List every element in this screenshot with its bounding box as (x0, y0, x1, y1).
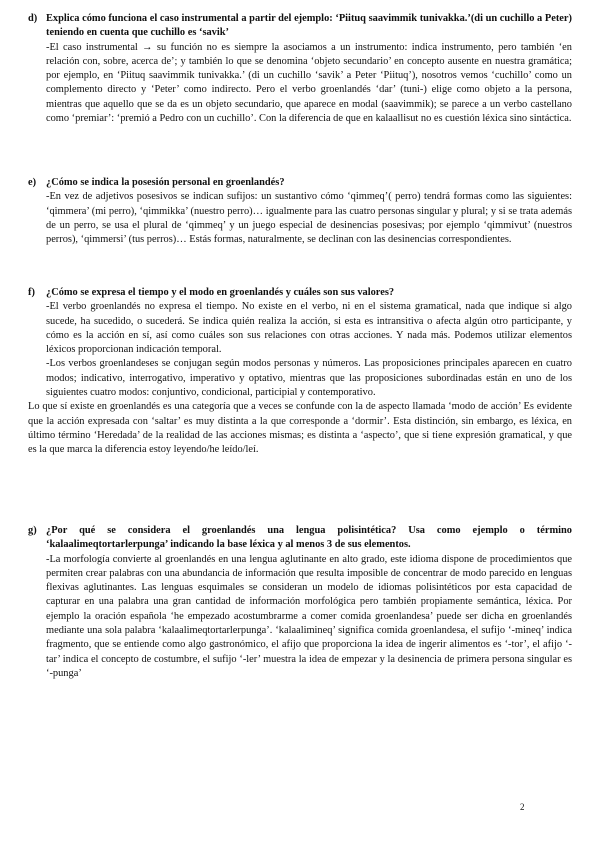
question-label: e) (28, 177, 37, 188)
question-text: ¿Cómo se indica la posesión personal en groenlandés? (46, 177, 285, 188)
answer-paragraph: -El verbo groenlandés no expresa el tiempo. No existe en el verbo, ni en el sistema gramatical, nada que indique si algo sucede, ha sucedido, o sucederá. Se indica quién realiza la acción, si esta es intransitiva o afecta algún otro participante, y cómo es la acción en sí, así como cuáles son sus relaciones con otras acciones. Y nada más. Podemos utilizar elementos léxicos proporcionan indicación temporal. (46, 301, 572, 356)
answer-paragraph: -La morfología convierte al groenlandés en una lengua aglutinante en alto grado, este idioma dispone de procedimientos que permiten crear palabras con una abundancia de información que resulta imposible de concentrar de modo parecido en lenguas flexivas aglutinantes. Las lenguas esquimales se consideran un modelo de idiomas polisintéticos por esta capacidad de capturar en una palabra una gran cantidad de información morfológica pero también propiamente semántica, léxica. Por ejemplo la oración española ‘he empezado acostumbrarme a comer comida groenlandesa’ puede ser dicha en groenlandés mediante una sola palabra ‘kalaalimeqtortarlerpunga’. ‘kalaalimineq’ significa comida groenlandesa, el sufijo ‘-mineq’ indica fragmento, que se entiende como algo gastronómico, el afijo que proporciona la idea de ingerir alimentos es ‘-tor’, el afijo ‘-tar’ indica el concepto de costumbre, el sufijo ‘-ler’ muestra la idea de empezar y la desinencia de primera persona singular es ‘-punga’ (46, 553, 572, 679)
question-label: f) (28, 287, 35, 298)
page-number: 2 (520, 802, 525, 812)
question-text: Explica cómo funciona el caso instrumental a partir del ejemplo: ‘Piituq saavimmik tunivakka.’(di un cuchillo a Peter) teniendo en cuenta que cuchillo es ‘savik’ (46, 13, 572, 39)
question-g (28, 524, 572, 553)
question-e (28, 176, 572, 190)
section-e (28, 176, 572, 247)
question-text: ¿Cómo se expresa el tiempo y el modo en groenlandés y cuáles son sus valores? (46, 287, 395, 298)
answer-paragraph: -El caso instrumental → su función no es siempre la asociamos a un instrumento: indica instrumento, pero también ‘en relación con, sobre, acerca de’; y también lo que se denomina ‘objeto secundario’ en concepto ausente en nuestra gramática; por ejemplo, en ‘Piituq saavimmik tunivakka.’ (di un cuchillo ‘savik’ a Peter ‘Piituq’), nosotros vemos ‘cuchillo’ como un complemento directo y ‘Peter’ como indirecto. Pero el verbo groenlandés ‘dar’ (tuni-) elige como objeto a la persona, mientras que aquello que se da es un objeto secundario, que aparece en modal (saavimmik); se parece a un verbo castellano como ‘premiar’: ‘premió a Pedro con un cuchillo’. Con la diferencia de que en kalaallisut no es cuestión léxica sino sintáctica. (46, 41, 572, 125)
question-label: d) (28, 13, 38, 24)
section-g (28, 524, 572, 681)
answer-paragraph: -Los verbos groenlandeses se conjugan según modos personas y números. Las proposiciones principales aparecen en cuatro modos; indicativo, interrogativo, imperativo y optativo, mientras que las proposiciones subordinadas están en uno de los siguientes cuatro modos: conjuntivo, condicional, participial y contemporativo. (46, 358, 572, 399)
section-d (28, 12, 572, 126)
answer-paragraph: Lo que sí existe en groenlandés es una categoría que a veces se confunde con la de aspecto llamada ‘modo de acción’ Es evidente que la acción expresada con ‘saltar’ es muy distinta a la que corresponde a ‘dormir’. Esta distinción, sin embargo, es léxica, en último término ‘Heredada’ de la realidad de las acciones mismas; es distinta a ‘aspecto’, que si tiene expresión gramatical, y que es la que marca la diferencia estoy leyendo/he leído/leí. (28, 401, 572, 456)
question-f (28, 286, 572, 300)
section-f (28, 286, 572, 458)
answer-paragraph: -En vez de adjetivos posesivos se indican sufijos: un sustantivo cómo ‘qimmeq’( perro) tendrá formas como las siguientes: ‘qimmera’ (mi perro), ‘qimmikka’ (nuestro perro)… igualmente para las cuatro personas singular y plural; y si se trata además de un perro, se usa el plural de ‘qimmeq’ y un juego especial de desinencias posesivas; por ejemplo ‘qimmivut’ (nuestros perros), ‘qimmersi’ (tus perros)… Estás formas, naturalmente, se declinan con las desinencias correspondientes. (46, 191, 572, 246)
question-text: ¿Por qué se considera el groenlandés una lengua polisintética? Usa como ejemplo o término ‘kalaalimeqtortarlerpunga’ indicando la base léxica y al menos 3 de sus elementos. (46, 525, 572, 551)
question-label: g) (28, 525, 37, 536)
question-d (28, 12, 572, 41)
